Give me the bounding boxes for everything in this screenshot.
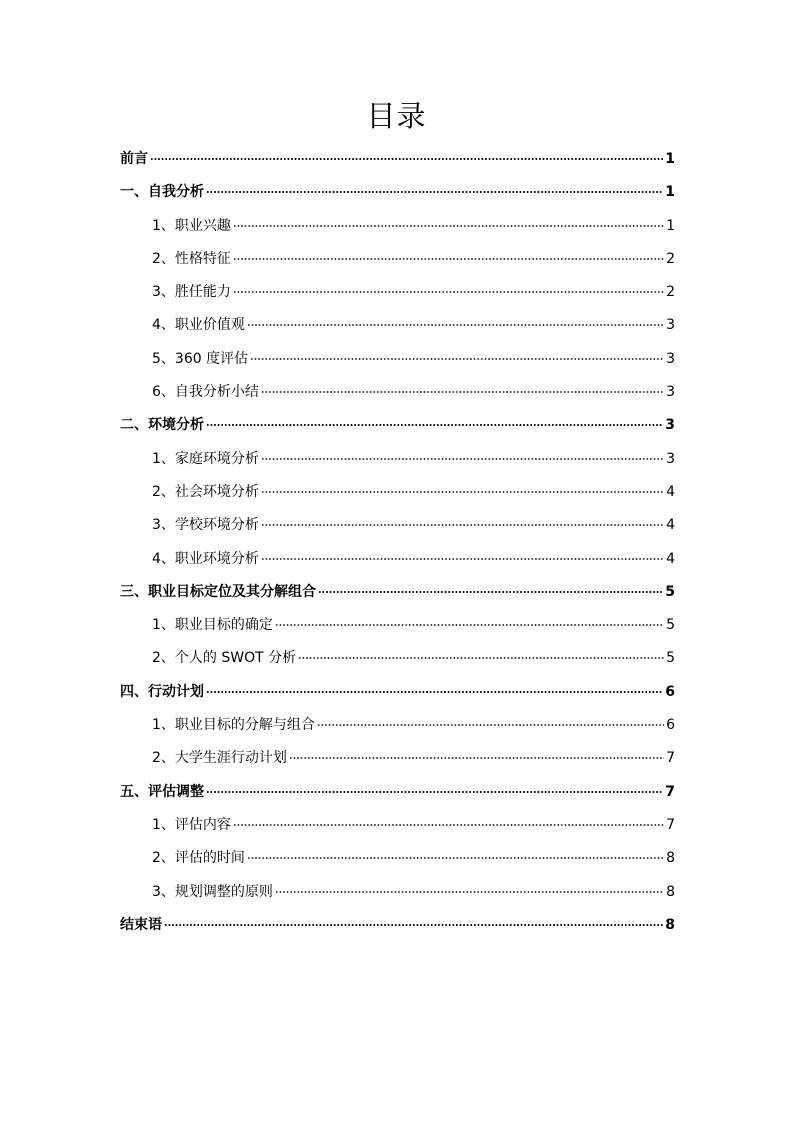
dot-leader [247,324,664,326]
toc-entry-section[interactable] [120,709,675,742]
toc-entry-label: 五、评估调整 [120,783,204,800]
toc-entry-page-number: 2 [666,284,675,301]
toc-entry-page-number: 7 [665,783,675,800]
toc-entry-page-number: 5 [666,650,675,667]
toc-entry-section[interactable] [120,509,675,542]
toc-entry-label: 二、环境分析 [120,417,204,434]
table-of-contents [120,143,675,942]
toc-entry-section[interactable] [120,243,675,276]
toc-entry-chapter[interactable] [120,676,675,709]
toc-entry-page-number: 4 [666,483,675,500]
dot-leader [247,857,664,859]
toc-entry-label: 结束语 [120,916,162,933]
toc-entry-label: 2、个人的 SWOT 分析 [152,650,297,667]
dot-leader [206,691,663,693]
toc-entry-label: 2、社会环境分析 [152,483,259,500]
toc-entry-page-number: 3 [666,450,675,467]
toc-entry-page-number: 8 [666,850,675,867]
toc-entry-page-number: 1 [666,217,675,234]
toc-entry-page-number: 5 [665,583,675,600]
toc-entry-page-number: 1 [665,151,675,167]
toc-entry-label: 4、职业环境分析 [152,550,259,567]
dot-leader [261,558,664,560]
toc-entry-section[interactable] [120,343,675,376]
toc-entry-section[interactable] [120,476,675,509]
toc-entry-section[interactable] [120,842,675,875]
dot-leader [206,191,663,193]
toc-entry-section[interactable] [120,276,675,309]
toc-entry-label: 三、职业目标定位及其分解组合 [120,583,316,600]
dot-leader [275,891,664,893]
toc-entry-section[interactable] [120,809,675,842]
dot-leader [250,358,664,360]
dot-leader [164,924,663,926]
toc-entry-section[interactable] [120,309,675,342]
toc-entry-label: 一、自我分析 [120,184,204,201]
dot-leader [233,291,664,293]
toc-title: 目录 [366,99,427,133]
toc-entry-section[interactable] [120,742,675,775]
toc-entry-chapter[interactable] [120,776,675,809]
toc-entry-section[interactable] [120,443,675,476]
toc-entry-label: 2、大学生涯行动计划 [152,750,287,767]
dot-leader [206,424,663,426]
toc-entry-page-number: 3 [666,317,675,334]
toc-entry-page-number: 8 [666,883,675,900]
toc-entry-label: 5、360 度评估 [152,350,249,367]
toc-entry-page-number: 3 [666,384,675,401]
toc-entry-label: 3、胜任能力 [152,284,231,301]
toc-entry-page-number: 1 [665,184,675,201]
toc-entry-section[interactable] [120,376,675,409]
toc-entry-section[interactable] [120,210,675,243]
dot-leader [261,391,664,393]
dot-leader [233,225,664,227]
dot-leader [317,724,664,726]
toc-entry-label: 3、规划调整的原则 [152,883,273,900]
toc-entry-chapter[interactable] [120,409,675,442]
dot-leader [298,657,664,659]
toc-entry-page-number: 5 [666,617,675,634]
toc-entry-section[interactable] [120,609,675,642]
toc-entry-chapter[interactable] [120,576,675,609]
toc-entry-page-number: 6 [665,683,675,700]
toc-entry-page-number: 7 [666,750,675,767]
toc-entry-label: 4、职业价值观 [152,317,245,334]
dot-leader [261,491,664,493]
toc-entry-page-number: 4 [666,517,675,534]
toc-entry-page-number: 3 [665,417,675,434]
toc-entry-chapter[interactable] [120,176,675,209]
dot-leader [233,258,664,260]
toc-entry-page-number: 4 [666,550,675,567]
toc-entry-page-number: 7 [666,816,675,833]
toc-entry-label: 1、职业目标的确定 [152,617,273,634]
toc-entry-section[interactable] [120,642,675,675]
toc-entry-section[interactable] [120,543,675,576]
toc-entry-page-number: 8 [665,916,675,933]
dot-leader [318,591,663,593]
toc-entry-label: 3、学校环境分析 [152,517,259,534]
toc-entry-label: 6、自我分析小结 [152,384,259,401]
dot-leader [233,824,664,826]
dot-leader [289,757,664,759]
toc-entry-page-number: 2 [666,250,675,267]
toc-entry-label: 1、评估内容 [152,816,231,833]
dot-leader [261,458,664,460]
toc-entry-label: 1、家庭环境分析 [152,450,259,467]
toc-entry-page-number: 3 [666,350,675,367]
dot-leader [150,158,663,160]
toc-entry-label: 1、职业兴趣 [152,217,231,234]
toc-entry-chapter[interactable] [120,143,675,176]
dot-leader [206,791,663,793]
toc-entry-chapter[interactable] [120,909,675,942]
toc-entry-page-number: 6 [666,717,675,734]
toc-entry-section[interactable] [120,876,675,909]
dot-leader [261,524,664,526]
toc-entry-label: 前言 [120,151,148,167]
toc-entry-label: 2、评估的时间 [152,850,245,867]
toc-entry-label: 2、性格特征 [152,250,231,267]
dot-leader [275,624,664,626]
toc-entry-label: 四、行动计划 [120,683,204,700]
toc-entry-label: 1、职业目标的分解与组合 [152,717,315,734]
